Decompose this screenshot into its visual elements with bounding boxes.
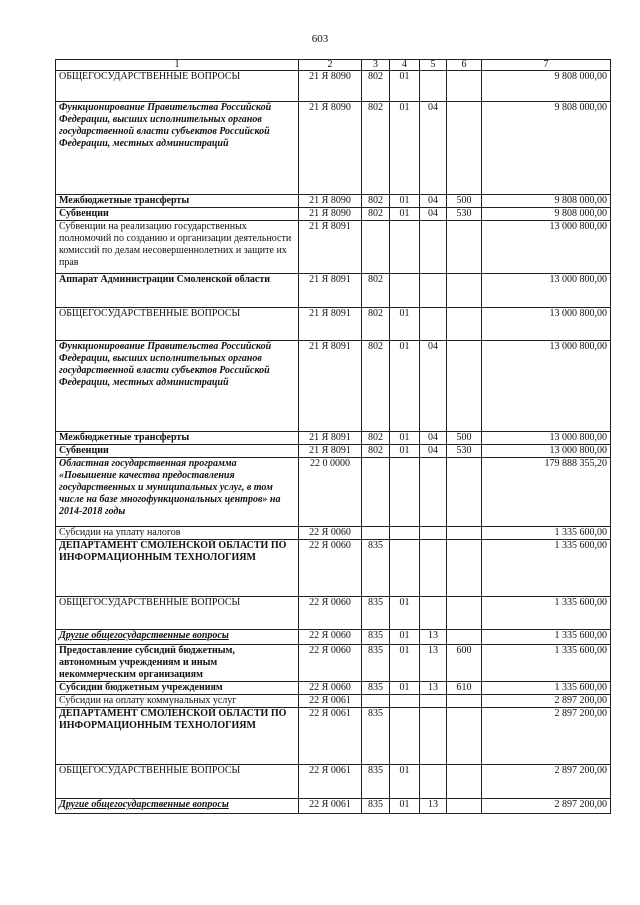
amount-cell: 9 808 000,00 — [482, 71, 611, 102]
section-cell: 01 — [390, 208, 420, 221]
amount-cell: 13 000 800,00 — [482, 445, 611, 458]
admin-code-cell: 835 — [362, 799, 390, 814]
target-code-cell: 22 Я 0061 — [299, 765, 362, 799]
table-row — [56, 695, 611, 708]
amount-cell: 2 897 200,00 — [482, 695, 611, 708]
admin-code-cell: 802 — [362, 308, 390, 341]
subsection-cell — [420, 708, 447, 765]
subsection-cell: 04 — [420, 102, 447, 195]
column-header: 6 — [447, 60, 482, 71]
table-row — [56, 432, 611, 445]
section-cell: 01 — [390, 432, 420, 445]
expense-type-cell — [447, 308, 482, 341]
table-row — [56, 527, 611, 540]
section-cell — [390, 695, 420, 708]
subsection-cell: 13 — [420, 682, 447, 695]
target-code-cell: 22 Я 0061 — [299, 799, 362, 814]
subsection-cell: 13 — [420, 799, 447, 814]
amount-cell: 179 888 355,20 — [482, 458, 611, 527]
admin-code-cell: 802 — [362, 432, 390, 445]
amount-cell: 13 000 800,00 — [482, 341, 611, 432]
expense-type-cell — [447, 527, 482, 540]
subsection-cell: 04 — [420, 432, 447, 445]
admin-code-cell: 802 — [362, 208, 390, 221]
table-row — [56, 682, 611, 695]
expense-type-cell: 500 — [447, 195, 482, 208]
expense-type-cell: 530 — [447, 445, 482, 458]
row-name-cell: Субвенции на реализацию государственных полномочий по созданию и организации деятельности комиссий по делам несовершеннолетних и защите их прав — [56, 221, 299, 274]
target-code-cell: 21 Я 8091 — [299, 221, 362, 274]
amount-cell: 9 808 000,00 — [482, 102, 611, 195]
section-cell — [390, 221, 420, 274]
table-row — [56, 645, 611, 682]
table-row — [56, 540, 611, 597]
target-code-cell: 21 Я 8090 — [299, 195, 362, 208]
amount-cell: 1 335 600,00 — [482, 540, 611, 597]
section-cell — [390, 274, 420, 308]
section-cell: 01 — [390, 308, 420, 341]
row-name-cell: Аппарат Администрации Смоленской области — [56, 274, 299, 308]
row-name-cell: Другие общегосударственные вопросы — [56, 630, 299, 645]
expense-type-cell — [447, 597, 482, 630]
target-code-cell: 22 Я 0061 — [299, 695, 362, 708]
row-name-cell: ОБЩЕГОСУДАРСТВЕННЫЕ ВОПРОСЫ — [56, 71, 299, 102]
row-name-cell: Субвенции — [56, 445, 299, 458]
amount-cell: 1 335 600,00 — [482, 645, 611, 682]
row-name-cell: Межбюджетные трансферты — [56, 432, 299, 445]
amount-cell: 1 335 600,00 — [482, 630, 611, 645]
target-code-cell: 21 Я 8090 — [299, 71, 362, 102]
admin-code-cell: 802 — [362, 445, 390, 458]
target-code-cell: 21 Я 8091 — [299, 308, 362, 341]
section-cell: 01 — [390, 341, 420, 432]
expense-type-cell: 600 — [447, 645, 482, 682]
row-name-cell: Функционирование Правительства Российской Федерации, высших исполнительных органов государственной власти субъектов Российской Федерации, местных администраций — [56, 341, 299, 432]
row-name-cell: Субсидии на уплату налогов — [56, 527, 299, 540]
subsection-cell — [420, 71, 447, 102]
target-code-cell: 22 Я 0060 — [299, 540, 362, 597]
page-number: 603 — [311, 33, 329, 45]
subsection-cell — [420, 527, 447, 540]
expense-type-cell: 500 — [447, 432, 482, 445]
admin-code-cell: 802 — [362, 195, 390, 208]
section-cell — [390, 708, 420, 765]
row-name-cell: ОБЩЕГОСУДАРСТВЕННЫЕ ВОПРОСЫ — [56, 597, 299, 630]
subsection-cell: 04 — [420, 195, 447, 208]
section-cell: 01 — [390, 102, 420, 195]
column-header: 4 — [390, 60, 420, 71]
subsection-cell — [420, 597, 447, 630]
table-row — [56, 308, 611, 341]
table-row — [56, 458, 611, 527]
expense-type-cell — [447, 274, 482, 308]
admin-code-cell: 802 — [362, 102, 390, 195]
target-code-cell: 21 Я 8091 — [299, 274, 362, 308]
table-row — [56, 597, 611, 630]
expense-type-cell — [447, 341, 482, 432]
table-row — [56, 208, 611, 221]
subsection-cell: 04 — [420, 445, 447, 458]
table-row — [56, 630, 611, 645]
column-header: 1 — [56, 60, 299, 71]
amount-cell: 13 000 800,00 — [482, 221, 611, 274]
table-row — [56, 221, 611, 274]
section-cell: 01 — [390, 645, 420, 682]
column-header: 7 — [482, 60, 611, 71]
admin-code-cell: 802 — [362, 274, 390, 308]
expense-type-cell — [447, 221, 482, 274]
expense-type-cell — [447, 102, 482, 195]
target-code-cell: 22 Я 0060 — [299, 597, 362, 630]
subsection-cell — [420, 695, 447, 708]
section-cell: 01 — [390, 445, 420, 458]
amount-cell: 1 335 600,00 — [482, 597, 611, 630]
admin-code-cell — [362, 458, 390, 527]
admin-code-cell: 835 — [362, 630, 390, 645]
admin-code-cell: 835 — [362, 708, 390, 765]
amount-cell: 9 808 000,00 — [482, 208, 611, 221]
admin-code-cell: 802 — [362, 71, 390, 102]
expense-type-cell: 610 — [447, 682, 482, 695]
amount-cell: 2 897 200,00 — [482, 708, 611, 765]
table-row — [56, 195, 611, 208]
expense-type-cell — [447, 458, 482, 527]
expense-type-cell: 530 — [447, 208, 482, 221]
section-cell: 01 — [390, 597, 420, 630]
subsection-cell: 04 — [420, 341, 447, 432]
target-code-cell: 22 Я 0061 — [299, 708, 362, 765]
row-name-cell: Межбюджетные трансферты — [56, 195, 299, 208]
subsection-cell — [420, 540, 447, 597]
section-cell — [390, 540, 420, 597]
expense-type-cell — [447, 708, 482, 765]
target-code-cell: 22 Я 0060 — [299, 527, 362, 540]
row-name-cell: Субвенции — [56, 208, 299, 221]
target-code-cell: 22 Я 0060 — [299, 630, 362, 645]
expense-type-cell — [447, 695, 482, 708]
row-name-cell: ОБЩЕГОСУДАРСТВЕННЫЕ ВОПРОСЫ — [56, 765, 299, 799]
expense-type-cell — [447, 630, 482, 645]
amount-cell: 13 000 800,00 — [482, 274, 611, 308]
row-name-cell: Субсидии бюджетным учреждениям — [56, 682, 299, 695]
table-row — [56, 341, 611, 432]
target-code-cell: 21 Я 8090 — [299, 208, 362, 221]
section-cell: 01 — [390, 71, 420, 102]
expense-type-cell — [447, 799, 482, 814]
subsection-cell: 04 — [420, 208, 447, 221]
target-code-cell: 21 Я 8091 — [299, 341, 362, 432]
row-name-cell: ДЕПАРТАМЕНТ СМОЛЕНСКОЙ ОБЛАСТИ ПО ИНФОРМАЦИОННЫМ ТЕХНОЛОГИЯМ — [56, 708, 299, 765]
amount-cell: 13 000 800,00 — [482, 308, 611, 341]
table-row — [56, 708, 611, 765]
table-row — [56, 102, 611, 195]
subsection-cell — [420, 221, 447, 274]
column-header-row — [56, 60, 611, 71]
section-cell — [390, 527, 420, 540]
admin-code-cell — [362, 527, 390, 540]
section-cell: 01 — [390, 799, 420, 814]
admin-code-cell: 835 — [362, 540, 390, 597]
subsection-cell — [420, 274, 447, 308]
admin-code-cell: 835 — [362, 682, 390, 695]
target-code-cell: 22 0 0000 — [299, 458, 362, 527]
budget-table — [55, 59, 611, 814]
expense-type-cell — [447, 765, 482, 799]
amount-cell: 13 000 800,00 — [482, 432, 611, 445]
amount-cell: 1 335 600,00 — [482, 682, 611, 695]
row-name-cell: Субсидии на оплату коммунальных услуг — [56, 695, 299, 708]
row-name-cell: Функционирование Правительства Российской Федерации, высших исполнительных органов государственной власти субъектов Российской Федерации, местных администраций — [56, 102, 299, 195]
admin-code-cell — [362, 221, 390, 274]
row-name-cell: Предоставление субсидий бюджетным, автономным учреждениям и иным некоммерческим организациям — [56, 645, 299, 682]
target-code-cell: 22 Я 0060 — [299, 682, 362, 695]
admin-code-cell: 835 — [362, 645, 390, 682]
table-row — [56, 765, 611, 799]
target-code-cell: 22 Я 0060 — [299, 645, 362, 682]
target-code-cell: 21 Я 8091 — [299, 432, 362, 445]
subsection-cell — [420, 458, 447, 527]
admin-code-cell: 835 — [362, 765, 390, 799]
amount-cell: 9 808 000,00 — [482, 195, 611, 208]
row-name-cell: Областная государственная программа «Повышение качества предоставления государственных и муниципальных услуг, в том числе на базе многофункциональных центров» на 2014-2018 годы — [56, 458, 299, 527]
target-code-cell: 21 Я 8091 — [299, 445, 362, 458]
section-cell: 01 — [390, 682, 420, 695]
column-header: 2 — [299, 60, 362, 71]
admin-code-cell — [362, 695, 390, 708]
subsection-cell: 13 — [420, 630, 447, 645]
target-code-cell: 21 Я 8090 — [299, 102, 362, 195]
admin-code-cell: 835 — [362, 597, 390, 630]
amount-cell: 2 897 200,00 — [482, 799, 611, 814]
column-header: 5 — [420, 60, 447, 71]
row-name-cell: ОБЩЕГОСУДАРСТВЕННЫЕ ВОПРОСЫ — [56, 308, 299, 341]
expense-type-cell — [447, 540, 482, 597]
table-row — [56, 71, 611, 102]
table-row — [56, 274, 611, 308]
subsection-cell — [420, 765, 447, 799]
row-name-cell: Другие общегосударственные вопросы — [56, 799, 299, 814]
table-row — [56, 445, 611, 458]
section-cell: 01 — [390, 195, 420, 208]
expense-type-cell — [447, 71, 482, 102]
subsection-cell: 13 — [420, 645, 447, 682]
section-cell: 01 — [390, 630, 420, 645]
section-cell: 01 — [390, 765, 420, 799]
table-row — [56, 799, 611, 814]
subsection-cell — [420, 308, 447, 341]
amount-cell: 2 897 200,00 — [482, 765, 611, 799]
column-header: 3 — [362, 60, 390, 71]
section-cell — [390, 458, 420, 527]
row-name-cell: ДЕПАРТАМЕНТ СМОЛЕНСКОЙ ОБЛАСТИ ПО ИНФОРМАЦИОННЫМ ТЕХНОЛОГИЯМ — [56, 540, 299, 597]
admin-code-cell: 802 — [362, 341, 390, 432]
amount-cell: 1 335 600,00 — [482, 527, 611, 540]
